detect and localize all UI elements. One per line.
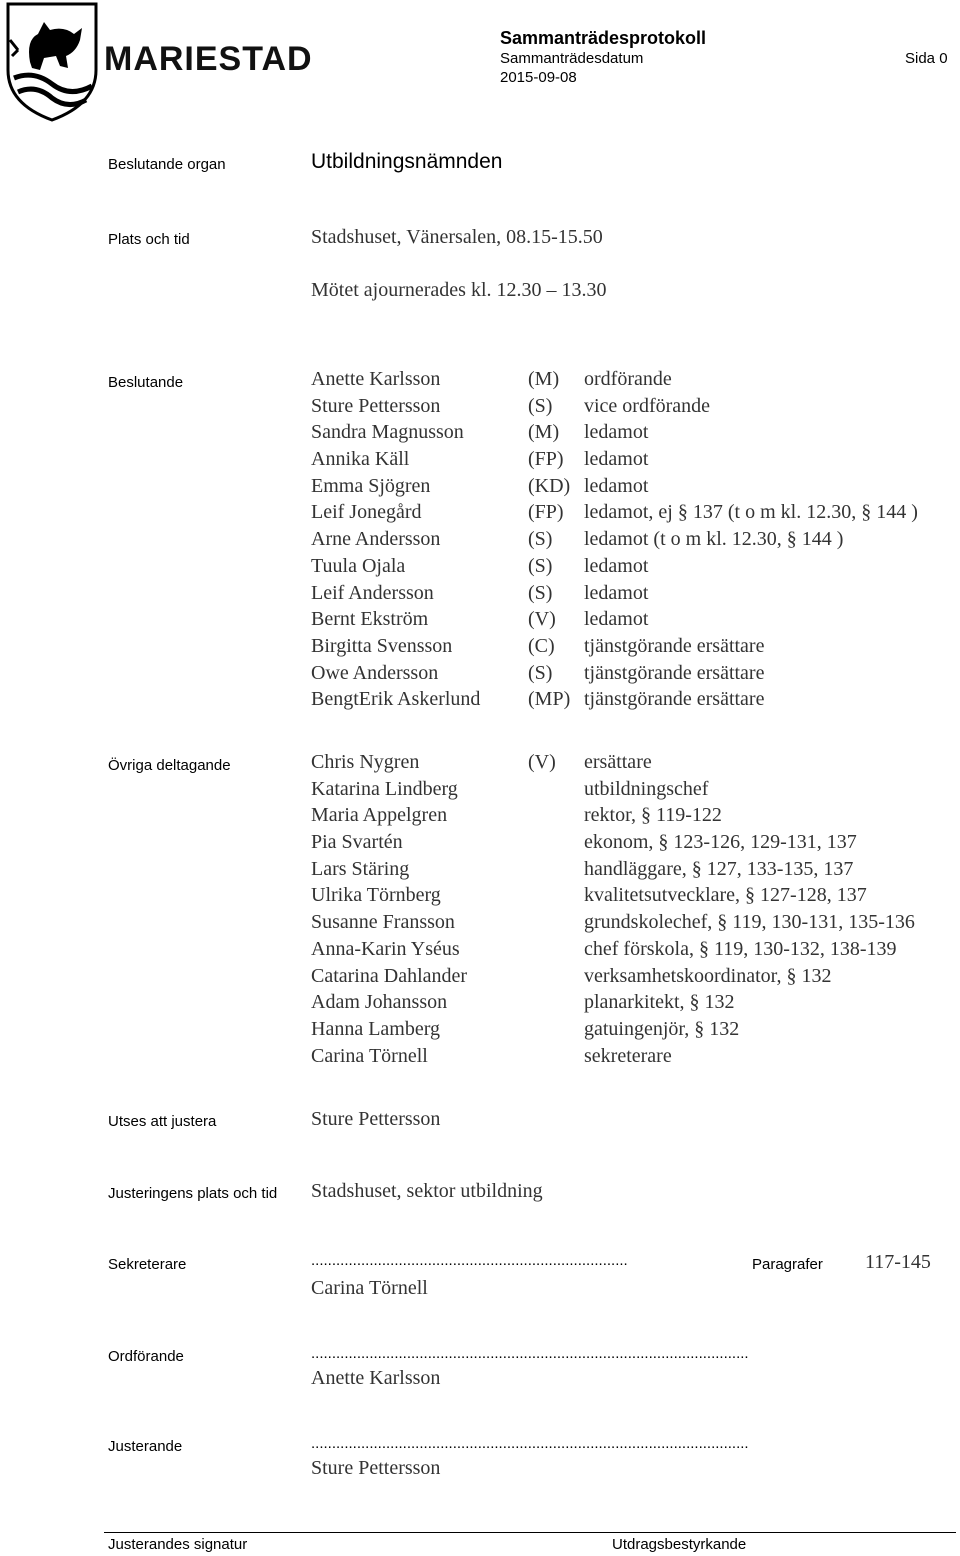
justering-plats-label: Justeringens plats och tid xyxy=(108,1185,278,1202)
justerande-signature-line: ......................................................................................................... xyxy=(311,1435,749,1452)
member-role: tjänstgörande ersättare xyxy=(584,688,765,711)
member-party: (MP) xyxy=(528,688,571,711)
ordforande-label: Ordförande xyxy=(108,1348,184,1365)
member-role: ledamot xyxy=(584,554,649,577)
place-line-2: Mötet ajournerades kl. 12.30 – 13.30 xyxy=(311,279,607,301)
member-name: BengtErik Askerlund xyxy=(311,688,481,711)
member-party: (S) xyxy=(528,528,553,551)
member-name: Arne Andersson xyxy=(311,528,441,551)
meeting-date: 2015-09-08 xyxy=(500,69,577,86)
participant-party: (V) xyxy=(528,751,556,773)
participant-role: chef förskola, § 119, 130-132, 138-139 xyxy=(584,937,897,960)
member-name: Bernt Ekström xyxy=(311,608,429,631)
organ-value: Utbildningsnämnden xyxy=(311,150,503,173)
brand-wordmark: MARIESTAD xyxy=(104,40,313,78)
participant-name: Lars Stäring xyxy=(311,857,410,880)
footer-divider xyxy=(104,1532,956,1533)
member-role: ledamot xyxy=(584,448,649,471)
sekreterare-label: Sekreterare xyxy=(108,1256,187,1273)
meeting-date-label: Sammanträdesdatum xyxy=(500,50,644,67)
page-number: Sida 0 xyxy=(905,50,948,67)
member-party: (KD) xyxy=(528,474,571,497)
participant-name: Susanne Fransson xyxy=(311,911,455,934)
participant-role: verksamhetskoordinator, § 132 xyxy=(584,964,832,987)
footer-signatur: Justerandes signatur xyxy=(108,1536,248,1553)
member-role: tjänstgörande ersättare xyxy=(584,634,765,657)
ovriga-label: Övriga deltagande xyxy=(108,757,231,774)
participant-role: sekreterare xyxy=(584,1044,672,1067)
participant-role: planarkitekt, § 132 xyxy=(584,991,735,1014)
member-role: ordförande xyxy=(584,368,672,390)
sekreterare-name: Carina Törnell xyxy=(311,1277,428,1299)
member-role: ledamot xyxy=(584,608,649,631)
beslutande-label: Beslutande xyxy=(108,374,184,391)
participant-name: Maria Appelgren xyxy=(311,804,448,827)
participant-role: grundskolechef, § 119, 130-131, 135-136 xyxy=(584,911,915,934)
participant-name: Pia Svartén xyxy=(311,831,403,854)
member-name: Leif Jonegård xyxy=(311,501,422,524)
justerande-name: Sture Pettersson xyxy=(311,1457,441,1479)
paragrafer-value: 117-145 xyxy=(865,1251,931,1273)
member-party: (M) xyxy=(528,421,560,444)
member-name: Emma Sjögren xyxy=(311,474,431,497)
participant-role: kvalitetsutvecklare, § 127-128, 137 xyxy=(584,884,867,907)
document-title: Sammanträdesprotokoll xyxy=(500,28,707,48)
place-line-1: Stadshuset, Vänersalen, 08.15-15.50 xyxy=(311,226,603,248)
participant-role: handläggare, § 127, 133-135, 137 xyxy=(584,857,854,880)
member-name: Leif Andersson xyxy=(311,581,434,604)
participant-name: Chris Nygren xyxy=(311,751,420,773)
member-role: tjänstgörande ersättare xyxy=(584,661,765,684)
member-party: (C) xyxy=(528,634,555,657)
member-name: Owe Andersson xyxy=(311,661,439,684)
justering-plats-value: Stadshuset, sektor utbildning xyxy=(311,1180,543,1202)
member-role: ledamot, ej § 137 (t o m kl. 12.30, § 144 ) xyxy=(584,501,918,524)
member-party: (FP) xyxy=(528,448,564,471)
sekreterare-signature-line: ............................................................................ xyxy=(311,1252,628,1269)
participant-name: Hanna Lamberg xyxy=(311,1017,441,1040)
member-role: ledamot (t o m kl. 12.30, § 144 ) xyxy=(584,528,844,551)
place-label: Plats och tid xyxy=(108,231,190,248)
member-name: Annika Käll xyxy=(311,448,410,471)
participant-role: ekonom, § 123-126, 129-131, 137 xyxy=(584,831,857,854)
member-role: ledamot xyxy=(584,474,649,497)
participant-name: Ulrika Törnberg xyxy=(311,884,441,907)
member-name: Sandra Magnusson xyxy=(311,421,464,444)
member-role: ledamot xyxy=(584,421,649,444)
participant-role: ersättare xyxy=(584,751,652,773)
participant-name: Anna-Karin Yséus xyxy=(311,937,460,960)
participant-role: gatuingenjör, § 132 xyxy=(584,1017,740,1040)
member-party: (S) xyxy=(528,581,553,604)
justera-label: Utses att justera xyxy=(108,1113,217,1130)
justera-value: Sture Pettersson xyxy=(311,1108,441,1130)
member-name: Sture Pettersson xyxy=(311,394,441,417)
member-party: (S) xyxy=(528,554,553,577)
participant-name: Carina Törnell xyxy=(311,1044,428,1067)
participant-role: utbildningschef xyxy=(584,777,709,800)
justerande-label: Justerande xyxy=(108,1438,183,1455)
member-party: (FP) xyxy=(528,501,564,524)
member-name: Tuula Ojala xyxy=(311,554,406,577)
member-party: (M) xyxy=(528,368,560,390)
member-party: (V) xyxy=(528,608,556,631)
member-party: (S) xyxy=(528,394,553,417)
participant-name: Catarina Dahlander xyxy=(311,964,468,987)
member-name: Anette Karlsson xyxy=(311,368,441,390)
member-role: vice ordförande xyxy=(584,394,711,417)
ordforande-signature-line: ......................................................................................................... xyxy=(311,1345,749,1362)
member-role: ledamot xyxy=(584,581,649,604)
member-party: (S) xyxy=(528,661,553,684)
mariestad-coat-of-arms-logo xyxy=(4,0,100,124)
paragrafer-label: Paragrafer xyxy=(752,1256,823,1273)
footer-utdrag: Utdragsbestyrkande xyxy=(612,1536,747,1553)
participant-name: Katarina Lindberg xyxy=(311,777,458,800)
member-name: Birgitta Svensson xyxy=(311,634,453,657)
organ-label: Beslutande organ xyxy=(108,156,226,173)
ordforande-name: Anette Karlsson xyxy=(311,1367,441,1389)
participant-role: rektor, § 119-122 xyxy=(584,804,722,827)
participant-name: Adam Johansson xyxy=(311,991,448,1014)
